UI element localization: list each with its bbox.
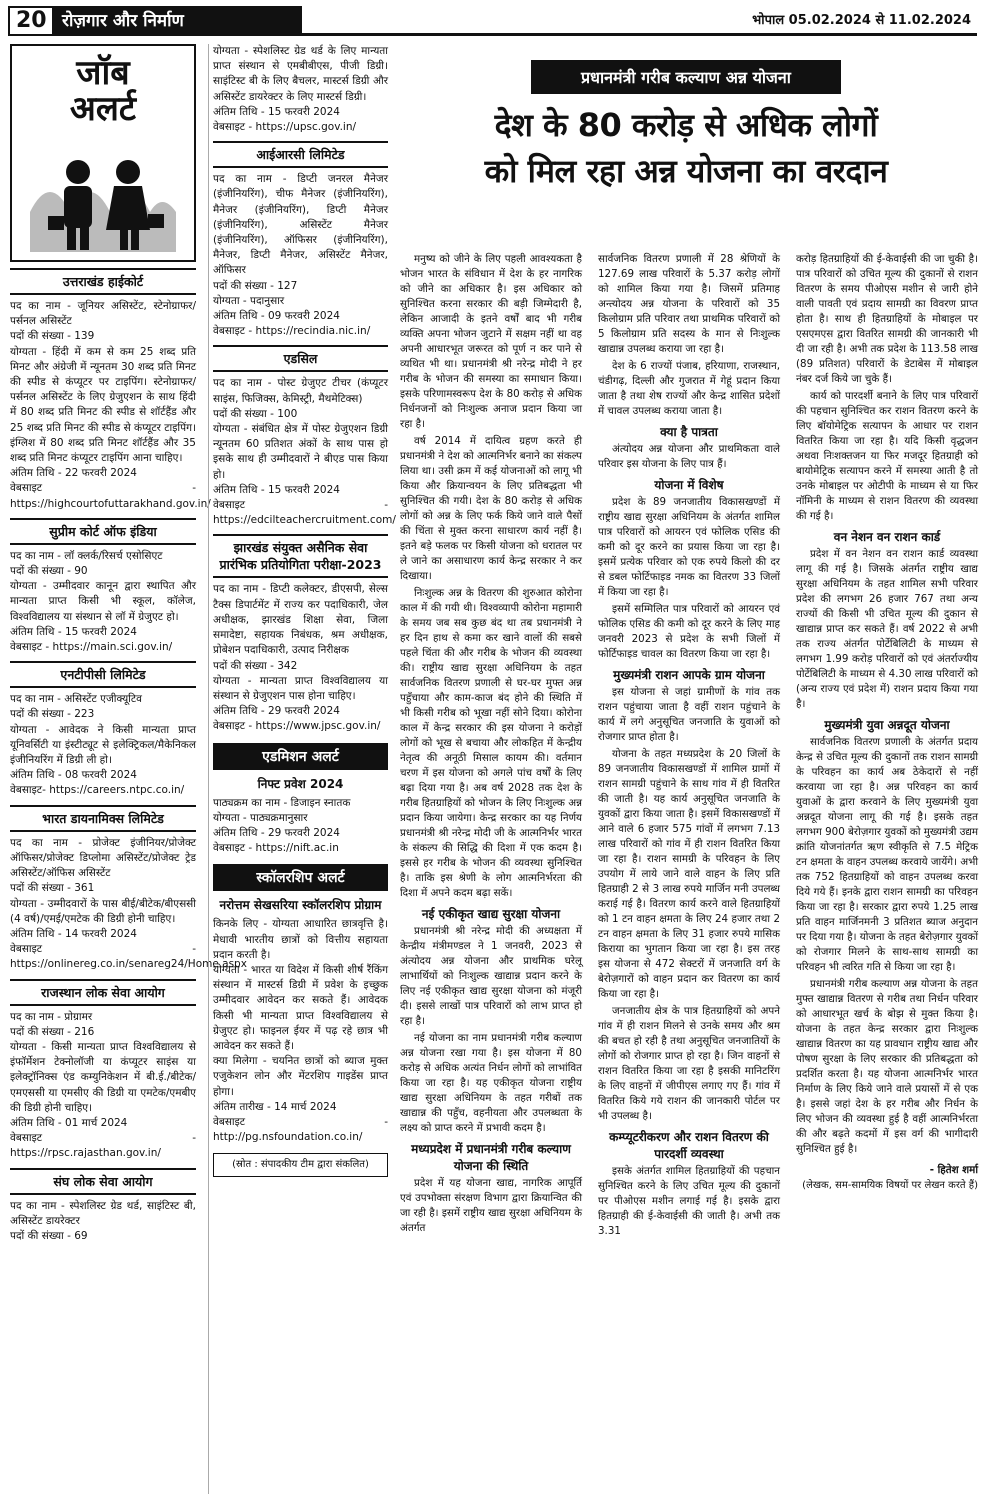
- website: वेबसाइट - https://upsc.gov.in/: [213, 121, 357, 134]
- author-byline: - हितेश शर्मा: [929, 1164, 978, 1176]
- last-date: अंतिम तिथि - 01 मार्च 2024: [10, 1116, 128, 1129]
- post: पद का नाम - प्रोजेक्ट इंजीनियर/प्रोजेक्ट ऑफिसर/प्रोजेक्ट डिप्लोमा असिस्टेंट/प्रोजेक्ट ट्रेड असिस्टेंट/ऑफिस असिस्टेंट: [10, 836, 196, 880]
- website: वेबसाइट - http://pg.nsfoundation.co.in/: [213, 1115, 388, 1144]
- eligibility: योग्यता - हिंदी में कम से कम 25 शब्द प्रति मिनट और अंग्रेजी में न्यूनतम 30 शब्द प्रति मिनट की स्पीड से कंप्यूटर पर टाइपिंग। स्टेनोग्राफर/पर्सनल असिस्टेंट के लिए ग्रेजुएशन के साथ हिंदी में 80 शब्द प्रति मिनट की स्पीड से शॉर्टहैंड और 25 शब्द प्रति मिनट की स्पीड से कंप्यूटर टाइपिंग। इंग्लिश में 80 शब्द प्रति मिनट शॉर्टहैंड और 35 शब्द प्रति मिनट कंप्यूटर टाइपिंग आना चाहिए।: [10, 345, 196, 465]
- job-entry: [10, 1010, 196, 1162]
- post: पद का नाम - लॉ क्लर्क/रिसर्च एसोसिएट: [10, 549, 163, 562]
- article-kicker: प्रधानमंत्री गरीब कल्याण अन्न योजना: [531, 60, 841, 94]
- job-seekers-illustration: [20, 142, 186, 252]
- job-entry: [10, 1199, 196, 1245]
- count: पदों की संख्या - 342: [213, 659, 298, 672]
- job-org-title: एडसिल: [213, 345, 388, 372]
- eligibility: योग्यता - आवेदक ने किसी मान्यता प्राप्त यूनिवर्सिटी या इंस्टीट्यूट से इलेक्ट्रिकल/मैकेनिकल इंजीनियरिंग में डिग्री ली हो।: [10, 723, 196, 767]
- subhead: क्या है पात्रता: [660, 425, 718, 439]
- job-entry: [213, 376, 396, 528]
- count: पदों की संख्या - 223: [10, 708, 95, 721]
- paragraph: सार्वजनिक वितरण प्रणाली के अंतर्गत प्रदाय केन्द्र से उचित मूल्य की दुकानों तक राशन सामग्री के परिवहन का कार्य अब ठेकेदारों से नहीं करवाया जा रहा है। अन्न परिवहन का कार्य युवाओं के द्वारा करवाने के लिए मुख्यमंत्री युवा अन्नदूत योजना लागू की गई है। इसके तहत लगभग 900 बेरोज़गार युवकों को मुख्यमंत्री उद्यम क्रांति योजनांतर्गत ऋण स्वीकृति से 7.5 मेट्रिक टन क्षमता के वाहन उपलब्ध करवाये जायेंगे। अभी तक 752 हितग्राहियों को वाहन उपलब्ध करवा दिये गये हैं। इनके द्वारा राशन सामग्री का परिवहन किया जा रहा है। सरकार द्वारा रुपये 1.25 लाख प्रति वाहन मार्जिनमनी 3 प्रतिशत ब्याज अनुदान पर दिया गया है। योजना के तहत बेरोज़गार युवकों को रोजगार मिलने के साथ-साथ सामग्री का परिवहन भी त्वरित गति से किया जा रहा है।: [796, 736, 978, 973]
- last-date: अंतिम तिथि - 29 फरवरी 2024: [213, 826, 340, 839]
- masthead: [8, 6, 977, 36]
- job-org-title: एनटीपीसी लिमिटेड: [10, 661, 196, 688]
- paragraph: इसके अंतर्गत शामिल हितग्राहियों की पहचान सुनिश्चित करने के लिए उचित मूल्य की दुकानों पर पीओएस मशीन लगाई गई है। इसके द्वारा हितग्राही की ई-केवाईसी की जाती है। अभी तक 3.31: [598, 1165, 780, 1237]
- subhead: नई एकीकृत खाद्य सुरक्षा योजना: [421, 907, 561, 921]
- article-column-2: [598, 252, 780, 1492]
- article-column-1: [400, 252, 582, 1492]
- job-alert-logo: [10, 44, 196, 262]
- website: वेबसाइट - https://onlinereg.co.in/senareg24/Home.aspx: [10, 943, 247, 971]
- paragraph: अंत्योदय अन्न योजना और प्राथमिकता वाले परिवार इस योजना के लिए पात्र हैं।: [598, 443, 780, 470]
- last-date: अंतिम तिथि - 15 फरवरी 2024: [213, 483, 340, 496]
- last-date: अंतिम तिथि - 29 फरवरी 2024: [213, 705, 340, 718]
- scholarship-alert-band: स्कॉलरशिप अलर्ट: [213, 864, 388, 891]
- post: पद का नाम - प्रोग्रामर: [10, 1010, 93, 1023]
- job-entry: [10, 692, 196, 798]
- job-org-title: उत्तराखंड हाईकोर्ट: [10, 268, 196, 295]
- headline-line-1: देश के 80 करोड़ से अधिक लोगों: [494, 106, 878, 144]
- job-alert-title-2: अलर्ट: [69, 89, 137, 129]
- paragraph: मनुष्य को जीने के लिए पहली आवश्यकता है भोजन भारत के संविधान में देश के हर नागरिक को जीने का अधिकार है। इस अधिकार को सुनिश्चित करना सरकार की बड़ी जिम्मेदारी है, लेकिन आजादी के इतने वर्षों बाद भी गरीब व्यक्ति अपना भोजन जुटाने में सक्षम नहीं था वह अपनी आधारभूत जरूरत को पूर्ण न कर पाने से व्यथित भी था। प्रधानमंत्री श्री नरेन्द्र मोदी ने हर गरीब के भोजन की समस्या का समाधान किया। इसके परिणामस्वरूप देश के 80 करोड़ से अधिक निर्धनजनों को निःशुल्क अनाज प्रदान किया जा रहा है।: [400, 253, 582, 430]
- for-whom: किनके लिए - योग्यता आधारित छात्रवृत्ति है। मेधावी भारतीय छात्रों को वित्तीय सहायता प्रदान करती है।: [213, 918, 388, 961]
- job-org-title: भारत डायनामिक्स लिमिटेड: [10, 805, 196, 832]
- post: पद का नाम - डिप्टी जनरल मैनेजर (इंजीनियरिंग), चीफ मैनेजर (इंजीनियरिंग), मैनेजर (इंजीनियरिंग), डिप्टी मैनेजर (इंजीनियरिंग), असिस्टेंट मैनेजर (इंजीनियरिंग), ऑफिसर (इंजीनियरिंग), मैनेजर, डिप्टी मैनेजर, असिस्टेंट मैनेजर, ऑफिसर: [213, 173, 388, 277]
- paragraph: इस योजना से जहां ग्रामीणों के गांव तक राशन पहुंचाया जाता है वहीं राशन पहुंचाने के कार्य में लगे अनुसूचित जनजाति के युवाओं को रोजगार प्राप्त होता है।: [598, 686, 780, 743]
- job-entry: [213, 172, 388, 339]
- scholarship-title: नरोत्तम सेखसरिया स्कॉलरशिप प्रोग्राम: [219, 898, 382, 913]
- paragraph: प्रधानमंत्री श्री नरेन्द्र मोदी की अध्यक्षता में केन्द्रीय मंत्रीमण्डल ने 1 जनवरी, 2023 से अंत्योदय अन्न योजना और प्राथमिक घरेलू लाभार्थियों को निःशुल्क खाद्यान्न प्रदान करने के लिए नई एकीकृत खाद्य सुरक्षा योजना को मंजूरी दी। इससे लाखों पात्र परिवारों को लाभ प्राप्त हो रहा है।: [400, 925, 582, 1027]
- source-note: (स्रोत : संपादकीय टीम द्वारा संकलित): [213, 1153, 388, 1176]
- paragraph: प्रधानमंत्री गरीब कल्याण अन्न योजना के तहत मुफ्त खाद्यान्न वितरण से गरीब तथा निर्धन परिवार को आधारभूत खर्च के बोझ से मुक्त किया है। योजना के तहत केन्द्र सरकार द्वारा निःशुल्क खाद्यान्न वितरण का यह प्रावधान राष्ट्रीय खाद्य और पोषण सुरक्षा के लिए सरकार की प्रतिबद्धता को प्रदर्शित करता है। यह योजना आत्मनिर्भर भारत निर्माण के लिए किये जाने वाले प्रयासों में से एक है। इससे जहां देश के हर गरीब और निर्धन के लिए भोजन की व्यवस्था हुई है वहीं आत्मनिर्भरता की और बढ़ते कदमों में इस वर्ग की भागीदारी सुनिश्चित हुई है।: [796, 978, 978, 1155]
- website: वेबसाइट - https://highcourtofuttarakhand.gov.in/: [10, 482, 211, 510]
- nift-entry: [213, 796, 388, 857]
- eligibility: योग्यता - उम्मीदवारों के पास बीई/बीटेक/बीएससी (4 वर्ष)/एमई/एमटेक की डिग्री होनी चाहिए।: [10, 897, 196, 925]
- last-date: अंतिम तिथि - 14 फरवरी 2024: [10, 927, 137, 940]
- count: पदों की संख्या - 139: [10, 330, 95, 343]
- section-brand: रोज़गार और निर्माण: [52, 6, 302, 36]
- count: पदों की संख्या - 216: [10, 1025, 95, 1038]
- post: पद का नाम - डिप्टी कलेक्टर, डीएसपी, सेल्स टैक्स डिपार्टमेंट में राज्य कर पदाधिकारी, जेल अधीक्षक, झारखंड शिक्षा सेवा, जिला समादेष्टा, सहायक निबंधक, श्रम अधीक्षक, प्रोबेशन पदाधिकारी, उत्पाद निरीक्षक: [213, 583, 388, 657]
- job-entry: [10, 836, 247, 973]
- job-org-title: संघ लोक सेवा आयोग: [10, 1168, 196, 1195]
- post: पद का नाम - असिस्टेंट एजीक्यूटिव: [10, 693, 143, 706]
- eligibility: योग्यता - पदानुसार: [213, 294, 285, 307]
- author-note: (लेखक, सम-सामयिक विषयों पर लेखन करते हैं): [802, 1180, 978, 1191]
- post: पद का नाम - स्पेशलिस्ट ग्रेड थर्ड, साइंटिस्ट बी, असिस्टेंट डायरेक्टर: [10, 1199, 196, 1227]
- job-entry: [213, 582, 388, 734]
- website: वेबसाइट - https://main.sci.gov.in/: [10, 641, 173, 654]
- website: वेबसाइट - https://recindia.nic.in/: [213, 325, 371, 338]
- eligibility: योग्यता - पाठ्यक्रमानुसार: [213, 811, 308, 824]
- paragraph: जनजातीय क्षेत्र के पात्र हितग्राहियों को अपने गांव में ही राशन मिलने से उनके समय और श्रम की बचत हो रही है तथा अनुसूचित जनजातियों के लोगों को रोजगार प्राप्त हो रहा है। जिन वाहनों से राशन वितरित किया जा रहा है इसकी मानिटरिंग के लिए वाहनों में जीपीएस लगाए गए हैं। गांव में वितरित किये गये राशन की जानकारी पोर्टल पर भी उपलब्ध है।: [598, 1005, 780, 1122]
- job-org-title: सुप्रीम कोर्ट ऑफ इंडिया: [10, 518, 196, 545]
- website: वेबसाइट - https://rpsc.rajasthan.gov.in/: [10, 1132, 196, 1160]
- upsc-continued: [213, 44, 388, 135]
- count: पदों की संख्या - 127: [213, 279, 298, 292]
- eligibility: योग्यता - स्पेशलिस्ट ग्रेड थर्ड के लिए मान्यता प्राप्त संस्थान से एमबीबीएस, पीजी डिग्री। साइंटिस्ट बी के लिए बैचलर, मास्टर्स डिग्री और असिस्टेंट डायरेक्टर के लिए मास्टर्स डिग्री।: [213, 45, 388, 103]
- subhead: मुख्यमंत्री युवा अन्नदूत योजना: [824, 718, 950, 732]
- job-org-title: आईआरसी लिमिटेड: [213, 141, 388, 168]
- post: पद का नाम - जूनियर असिस्टेंट, स्टेनोग्राफर/पर्सनल असिस्टेंट: [10, 300, 196, 328]
- eligibility: योग्यता - किसी मान्यता प्राप्त विश्वविद्यालय से इंफॉर्मेशन टेक्नोलॉजी या कंप्यूटर साइंस या इलेक्ट्रॉनिक्स एंड कम्युनिकेशन में बी.ई./बीटेक/एमएससी या एमसीए की डिग्री या एमटेक/एमबीए की डिग्री होनी चाहिए।: [10, 1040, 196, 1114]
- paragraph: प्रदेश में वन नेशन वन राशन कार्ड व्यवस्था लागू की गई है। जिसके अंतर्गत राष्ट्रीय खाद्य सुरक्षा अधिनियम के तहत शामिल सभी परिवार प्रदेश की लगभग 26 हजार 767 तथा अन्य राज्यों की किसी भी उचित मूल्य की दुकान से खाद्यान्न प्राप्त कर सकते हैं। वर्ष 2022 से अभी तक राज्य अंतर्गत पोर्टेबिलिटी के माध्यम से लगभग 1.99 करोड़ परिवारों को एवं अंतर्राज्यीय पोर्टेबिलिटी के माध्यम से 4.30 लाख परिवारों को (अन्य राज्य एवं प्रदेश में) राशन प्रदाय किया गया है।: [796, 548, 978, 710]
- eligibility: योग्यता - मान्यता प्राप्त विश्वविद्यालय या संस्थान से ग्रेजुएशन पास होना चाहिए।: [213, 674, 388, 702]
- scholarship-entry: [213, 917, 388, 1145]
- job-listings-column-2: [208, 44, 396, 1494]
- count: पदों की संख्या - 361: [10, 882, 95, 895]
- count: पदों की संख्या - 100: [213, 407, 298, 420]
- last-date: अंतिम तारीख - 14 मार्च 2024: [213, 1100, 337, 1113]
- paragraph: वर्ष 2014 में दायित्व ग्रहण करते ही प्रधानमंत्री ने देश को आत्मनिर्भर बनाने का संकल्प लिया था। उसी क्रम में कई योजनाओं को लागू भी किया और क्रियान्वयन के लिए प्रतिबद्धता भी सुनिश्चित की गयी। देश के 80 करोड़ से अधिक लोगों को अन्न के लिए फर्क किये जाने वाले पैसों की चिंता से मुक्त करना साधारण कार्य नहीं है। इतने बड़े फलक पर किसी योजना को धरातल पर ले जाने का असाधारण कार्य केन्द्र सरकार ने कर दिखाया।: [400, 435, 582, 582]
- job-alert-title-1: जॉब: [76, 53, 130, 93]
- paragraph: इसमें सम्मिलित पात्र परिवारों को आयरन एवं फोलिक एसिड की कमी को दूर करने के लिए माह जनवरी 2023 से प्रदेश के सभी जिलों में फोर्टिफाइड चावल का वितरण किया जा रहा है।: [598, 603, 780, 660]
- website: वेबसाइट - https://nift.ac.in: [213, 842, 339, 855]
- course: पाठ्यक्रम का नाम - डिजाइन स्नातक: [213, 796, 351, 809]
- job-entry: [10, 299, 211, 512]
- paragraph: योजना के तहत मध्यप्रदेश के 20 जिलों के 89 जनजातीय विकासखण्डों में शामिल ग्रामों में राशन सामग्री पहुंचाने के साथ गांव में ही वितरित की जाती है। यह कार्य अनुसूचित जनजाति के युवकों द्वारा किया जाता है। इसमें विकासखण्डों में आने वाले 6 हजार 575 गांवों में लगभग 7.13 लाख परिवारों को गांव में ही राशन वितरित किया जा रहा है। राशन सामग्री के परिवहन के लिए उपयोग में लाये जाने वाले वाहन के लिए प्रति हितग्राही 2 से 3 लाख रुपये मार्जिन मनी उपलब्ध कराई गई है। वितरण कार्य करने वाले हितग्राहियों को 1 टन वाहन क्षमता के लिए 24 हजार तथा 2 टन वाहन क्षमता के लिए 31 हजार रुपये मासिक किराया का भुगतान किया जा रहा है। इस तरह इस योजना से 472 सेक्टरों में जनजाति वर्ग के बेरोज़गारों को वाहन प्रदान कर वितरण का कार्य किया जा रहा है।: [598, 748, 780, 1000]
- job-entry: [10, 549, 196, 655]
- eligibility: योग्यता - उम्मीदवार कानून द्वारा स्थापित और मान्यता प्राप्त किसी भी स्कूल, कॉलेज, विश्वविद्यालय या संस्थान से लॉ में ग्रेजुएट हो।: [10, 580, 196, 623]
- website: वेबसाइट - https://edcilteachercruitment.com/: [213, 499, 396, 527]
- count: पदों की संख्या - 69: [10, 1229, 88, 1242]
- main-article: [396, 44, 978, 1237]
- website: वेबसाइट - https://www.jpsc.gov.in/: [213, 720, 381, 733]
- last-date: अंतिम तिथि - 22 फरवरी 2024: [10, 467, 137, 480]
- last-date: अंतिम तिथि - 09 फरवरी 2024: [213, 310, 340, 323]
- article-column-3: [796, 252, 978, 1492]
- subhead: वन नेशन वन राशन कार्ड: [833, 530, 941, 544]
- page-number: 20: [8, 6, 53, 36]
- post: पद का नाम - पोस्ट ग्रेजुएट टीचर (कंप्यूटर साइंस, फिजिक्स, केमिस्ट्री, मैथमेटिक्स): [213, 377, 388, 405]
- paragraph: नई योजना का नाम प्रधानमंत्री गरीब कल्याण अन्न योजना रखा गया है। इस योजना में 80 करोड़ से अधिक अत्यंत निर्धन लोगों को लाभांवित किया जा रहा है। यह एकीकृत योजना राष्ट्रीय खाद्य सुरक्षा अधिनियम के तहत गरीबों तक खाद्यान्न की पहुँच, वहनीयता और उपलब्धता के लक्ष्य को प्राप्त करने में प्रभावी कदम है।: [400, 1032, 582, 1134]
- headline-line-2: को मिल रहा अन्न योजना का वरदान: [484, 152, 888, 190]
- website: वेबसाइट- https://careers.ntpc.co.in/: [10, 784, 185, 797]
- nift-title: निफ्ट प्रवेश 2024: [257, 776, 344, 791]
- count: पदों की संख्या - 90: [10, 565, 88, 578]
- subhead: योजना में विशेष: [654, 478, 724, 492]
- last-date: अंतिम तिथि - 15 फरवरी 2024: [213, 105, 340, 118]
- paragraph: सार्वजनिक वितरण प्रणाली में 28 श्रेणियों के 127.69 लाख परिवारों के 5.37 करोड़ लोगों को शामिल किया गया है। जिसमें प्रतिमाह अन्त्योदय अन्न योजना के परिवारों को 35 किलोग्राम प्रति परिवार तथा प्राथमिक परिवारों को 5 किलोग्राम प्रति सदस्य के मान से निःशुल्क खाद्यान्न उपलब्ध कराया जा रहा है।: [598, 253, 780, 355]
- paragraph: देश के 6 राज्यों पंजाब, हरियाणा, राजस्थान, चंडीगढ़, दिल्ली और गुजरात में गेहूं प्रदान किया जाता है तथा शेष राज्यों और केन्द्र शासित प्रदेशों में चावल उपलब्ध कराया जाता है।: [598, 360, 780, 417]
- eligibility: योग्यता - संबंधित क्षेत्र में पोस्ट ग्रेजुएशन डिग्री न्यूनतम 60 प्रतिशत अंकों के साथ पास हो इसके साथ ही उम्मीदवारों ने बीएड पास किया हो।: [213, 423, 388, 481]
- subhead: मुख्यमंत्री राशन आपके ग्राम योजना: [613, 668, 765, 682]
- paragraph: प्रदेश के 89 जनजातीय विकासखण्डों में राष्ट्रीय खाद्य सुरक्षा अधिनियम के अंतर्गत शामिल पात्र परिवारों को आयरन एवं फोलिक एसिड की कमी को दूर करने का प्रयास किया जा रहा है। इसमें प्रत्येक परिवार को एक रुपये किलो की दर से डबल फोर्टिफाइड नमक का वितरण 33 जिलों में किया जा रहा है।: [598, 496, 780, 598]
- paragraph: कार्य को पारदर्शी बनाने के लिए पात्र परिवारों की पहचान सुनिश्चित कर राशन वितरण करने के लिए बॉयोमेट्रिक सत्यापन के आधार पर राशन वितरित किया जा रहा है। यदि किसी वृद्धजन अथवा निःशक्तजन या फिर मजदूर हितग्राही को बायोमेट्रिक सत्यापन करने में समस्या आती है तो उनके मोबाइल पर ओटीपी के माध्यम से या फिर नॉमिनी के माध्यम से राशन वितरण की व्यवस्था की गई है।: [796, 390, 978, 522]
- subhead: मध्यप्रदेश में प्रधानमंत्री गरीब कल्याण योजना की स्थिति: [411, 1142, 571, 1173]
- last-date: अंतिम तिथि - 15 फरवरी 2024: [10, 625, 137, 638]
- job-org-title: झारखंड संयुक्त असैनिक सेवा प्रारंभिक प्रतियोगिता परीक्षा-2023: [213, 534, 388, 578]
- paragraph: निःशुल्क अन्न के वितरण की शुरुआत कोरोना काल में की गयी थी। विश्वव्यापी कोरोना महामारी के समय जब सब कुछ बंद था तब प्रधानमंत्री ने हर दिन हाथ से कमा कर खाने वालों की सबसे पहले चिंता की और गरीब के भोजन की व्यवस्था की। राष्ट्रीय खाद्य सुरक्षा अधिनियम के तहत सार्वजनिक वितरण प्रणाली से घर-घर मुफ्त अन्न पहुँचाया और काम-काज बंद होने की स्थिति में भी किसी गरीब को भूखा नहीं सोने दिया। कोरोना काल में केन्द्र सरकार की इस योजना ने करोड़ों लोगों को भूख से बचाया और लोकहित में केन्द्रीय नेतृत्व की अनूठी मिसाल कायम की। वर्तमान चरण में इस योजना को अगले पांच वर्षों के लिए बढ़ा दिया गया है। अब वर्ष 2028 तक देश के गरीब हितग्राहियों को भोजन के लिए निःशुल्क अन्न प्रदान किया जायेगा। केन्द्र सरकार का यह निर्णय प्रधानमंत्री श्री नरेन्द्र मोदी जी के आत्मनिर्भर भारत के संकल्प की सिद्धि की दिशा में एक कदम है। इससे हर गरीब के भोजन की व्यवस्था सुनिश्चित है। ताकि इस श्रेणी के लोग आत्मनिर्भरता की दिशा में अपने कदम बढ़ा सकें।: [400, 587, 582, 899]
- eligibility: योग्यता - भारत या विदेश में किसी शीर्ष रैंकिंग संस्थान में मास्टर्स डिग्री में प्रवेश के इच्छुक उम्मीदवार आवेदन कर सकते हैं। आवेदक किसी भी मान्यता प्राप्त विश्वविद्यालय से ग्रेजुएट हो। फाइनल ईयर में पढ़ रहे छात्र भी आवेदन कर सकते हैं।: [213, 963, 388, 1052]
- benefit: क्या मिलेगा - चयनित छात्रों को ब्याज मुक्त एजुकेशन लोन और मेंटरशिप गाइडेंस प्राप्त होगा।: [213, 1055, 388, 1098]
- job-listings-column-1: [10, 44, 247, 1494]
- last-date: अंतिम तिथि - 08 फरवरी 2024: [10, 769, 137, 782]
- admission-alert-band: एडमिशन अलर्ट: [213, 743, 388, 770]
- subhead: कम्प्यूटरीकरण और राशन वितरण की पारदर्शी व्यवस्था: [609, 1130, 769, 1161]
- job-org-title: राजस्थान लोक सेवा आयोग: [10, 979, 196, 1006]
- paragraph: प्रदेश में यह योजना खाद्य, नागरिक आपूर्ति एवं उपभोक्ता संरक्षण विभाग द्वारा क्रियान्वित की जा रही है। इसमें राष्ट्रीय खाद्य सुरक्षा अधिनियम के अंतर्गत: [400, 1177, 582, 1234]
- issue-date: भोपाल 05.02.2024 से 11.02.2024: [752, 13, 971, 28]
- paragraph: करोड़ हितग्राहियों की ई-केवाईसी की जा चुकी है। पात्र परिवारों को उचित मूल्य की दुकानों से राशन वितरण के समय पीओएस मशीन से जारी होने वाली पावती एवं प्रदाय सामग्री का विवरण प्राप्त होता है। साथ ही हितग्राहियों के मोबाइल पर एसएमएस द्वारा वितरित सामग्री की जानकारी भी दी जा रही है। अभी तक प्रदेश के 113.58 लाख (89 प्रतिशत) परिवारों के डेटाबेस में मोबाइल नंबर दर्ज किये जा चुके हैं।: [796, 253, 978, 385]
- article-headline: [396, 102, 976, 194]
